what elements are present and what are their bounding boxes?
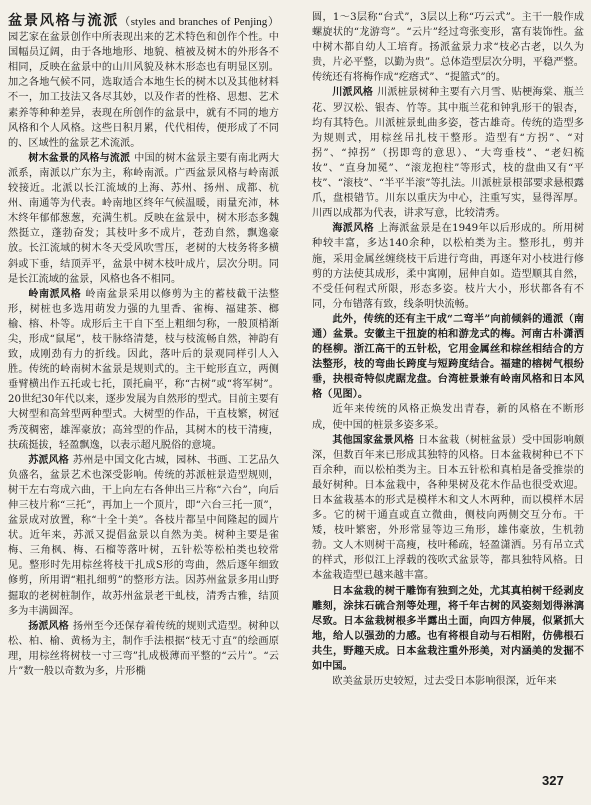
paragraph: [8, 287, 279, 453]
entry-title: 盆景风格与流派: [8, 13, 120, 29]
article-title-block: [8, 14, 279, 151]
paragraph: [312, 402, 584, 432]
paragraph: [8, 453, 279, 619]
paragraph: [312, 221, 584, 312]
section-heading: 岭南派风格: [28, 288, 82, 300]
paragraph-text: 上海派盆景是在1949年以后形成的。所用树种较丰富，多达140余种，以松柏类为主。整形扎，剪并施，采用金属丝缠绕枝干后进行弯曲，再逐年对小枝进行修剪的方法使其成形，柔中寓刚，屈伸自如。造型顺其自然，不受任何程式所限，形态多姿。枝片大小，形状都各有不同，分布错落有致，线条明快流畅。: [312, 223, 584, 310]
paragraph-text: 中国的树木盆景主要有南北两大派系，南派以广东为主，称岭南派。广西盆景风格与岭南派较接近。北派以长江流域的上海、苏州、扬州、成都、杭州、南通等为代表。岭南地区终年气候温暖，雨量充沛，林木终年郁郁葱葱，充满生机。反映在盆景中，树木形态多魏然挺立，蓬勃奋发；其枝叶多不成片，苍劲自然，飘逸豪放。长江流域的树木冬天受风吹雪压，老树的大枝务将多横斜或下垂，结顶弄平，盆景中树木枝叶成片，层次分明。同是长江流域的盆景，风格也各不相同。: [8, 152, 280, 285]
paragraph-text: 此外，传统的还有主干成“二弯半”向前倾斜的通派（南通）盆景。安徽主干扭旋的柏和游龙式的梅。河南古朴潇洒的柽柳。浙江高干的五针松，它用金属丝和棕丝相结合的方法整形，枝的弯曲长跨度与短跨度结合。福建的榕树气根纷垂，抉根奇特似虎踞龙盘。台湾桩景兼有岭南风格和日本风格（见图）。: [312, 312, 584, 401]
paragraph-text: 苏州是中国文化古城，园林、书画、工艺品久负盛名，盆景艺术也深受影响。传统的苏派桩景造型规则，树干左右弯成六曲，干上向左右各伸出三片称“六台”，向后伸三枝片称“三托”，再加上一个顶片，即“六台三托一顶”，盆景成对放置，称“十全十美”。各枝片都呈中间隆起的圆片状。近年来，苏派又提倡盆景以自然为美。树种主要是雀梅、三角枫、梅、石榴等落叶树，五针松等松柏类也较常见。整形时先用棕丝将枝干扎成S形的弯曲，然后逐年细致修剪，所用谓“粗扎细剪”的整形方法。因苏州盆景多用山野掘取的老树桩制作，故苏州盆景老干虬枝，清秀古雅，结顶多为丰满圆浑。: [8, 454, 280, 617]
paragraph: [312, 584, 584, 675]
section-heading: 其他国家盆景风格: [332, 434, 414, 446]
paragraph: [8, 151, 279, 287]
section-heading: 苏派风格: [28, 454, 69, 466]
paragraph-text: 近年来传统的风格正焕发出青春，新的风格在不断形成，使中国的桩景多姿多采。: [312, 404, 584, 431]
paragraph-text: 扬州至今还保存着传统的规则式造型。树种以松、柏、榆、黄杨为主，制作手法根据“枝无寸直”的绘画原理，用棕丝将树枝一寸三弯”扎成极薄而平整的“云片”。“云片”数一般以奇数为多，片形椭: [8, 620, 280, 678]
paragraph-text: 欧美盆景历史较短，过去受日本影响很深，近年来: [332, 676, 557, 688]
page-number: 327: [542, 773, 564, 788]
section-heading: 树木盆景的风格与流派: [28, 152, 131, 164]
paragraph: [312, 312, 584, 403]
paragraph: [312, 10, 584, 85]
section-heading: 扬派风格: [28, 620, 69, 632]
section-heading: 海派风格: [332, 223, 375, 235]
paragraph: [312, 85, 584, 221]
right-column: [312, 10, 584, 689]
paragraph-text: 川派桩景树种主要有六月雪、贴梗海棠、瓶兰花、罗汉松、银杏、竹等。其中瓶兰花和钟乳形干的银杏，均有其特色。川派桩景虬曲多姿，苍古雄奇。传统的造型多为规则式，用棕丝吊扎枝干整形。造型有“方拐”、“对拐”、“掉拐”（拐即弯的意思）、“大弯垂枝”、“老妇梳妆”、“直身加冕”、“滚龙抱柱”等形式，枝的盘曲又有“平枝”、“滚枝”、“半平半滚”等扎法。川派桩景根部要求悬根露爪，盘根错节。川东以重庆为中心，注重写实，显得浑厚。川西以成都为代表，讲求写意，比较清秀。: [312, 87, 584, 220]
paragraph: [8, 619, 279, 679]
section-heading: 川派风格: [332, 87, 374, 99]
paragraph: [312, 433, 584, 584]
paragraph-text: 日本盆栽（树桩盆景）受中国影响颇深，但数百年来已形成其独特的风格。日本盆栽树种已不下百余种，而以松柏类为主。日本五针松和真柏是备受推崇的最好树种。日本盆栽中，各种果树及花木作品也很受欢迎。日本盆栽基本的形式是模样木和文人木两种，而以模样木居多。它的树干通直或直立微曲，侧枝向两侧交互分布。干矮，枝叶繁密，外形常显等边三角形，雄伟豪放，生机勃勃。文人木则树干高瘦，枝叶稀疏，轻盈潇洒。另有吊立式的样式，形似江上浮载的筏吹式盆景等，都具独特风格。日本盆栽造型已越来越丰富。: [312, 434, 585, 582]
paragraph: [312, 674, 584, 689]
left-column: [8, 14, 279, 679]
entry-intro-text: 园艺家在盆景创作中所表现出来的艺术特色和创作个性。中国幅员辽阔，由于各地地形、地貌、植被及树木的外形各不相同，反映在盆景中的山川风貌及林木形态也有明显区别。加之各地气候不同，选取适合本地生长的树木以及其他材料不一，加工技法又各尽其妙，以及作者的性格、思想、艺术素养等种种差异，表现在所创作的盆景中，就有不同的地方风格和个人风格。这些日积月累，代代相传，便形成了不同的、区域性的盆景艺术流派。: [8, 32, 279, 149]
paragraph-text: 岭南盆景采用以修剪为主的蓄枝截干法整形，树桩也多选用萌发力强的九里香、雀梅、福建茶、榔榆、榕、朴等。成形后主干自下至上粗细匀称，一般顶梢渐尖，形成“鼠尾”，枝干脉络清楚，枝与枝流畅自然，神韵有致，成刚劲有力的折线。因此，落叶后的景观同样引人入胜。传统的岭南树木盆景是规则式的。主干蛇形直立，两侧垂臂横出作五托或七托，顶托扁平，称“古树”或“将军树”。20世纪30年代以来，逐步发展为自然形的型式。目前主要有大树型和高耸型两种型式。大树型的作品，干直枝繁，树冠秀茂稠密，雄浑豪放；高耸型的作品，其树木的枝干清瘦，扶疏挺拔，轻盈飘逸，以表示超凡脱俗的意境。: [8, 288, 280, 451]
paragraph-text: 圆，1～3层称“台式”，3层以上称“巧云式”。主干一般作成螺旋状的“龙游弯”。“云片”经过弯张变形，富有装饰性。盆中树木都自幼人工培育。扬派盆景力求“枝必古老，以久为贵，片必平整，以勤为贵”。总体造型层次分明，平稳严整。传统还有将梅作成“疙瘩式”、“提篮式”的。: [312, 12, 584, 84]
paragraph-text: 日本盆栽的树干雕饰有独到之处，尤其真柏树干经剥皮雕刻，涂抹石硫合剂等处理，将千年古树的风姿刻划得淋漓尽致。日本盆栽树根多半露出土面，向四方伸展，似紧抓大地，给人以强劲的力感。也有将根自动与石相附，仿佛根石共生，野趣天成。日本盆栽注重外形美，对内涵美的发掘不如中国。: [312, 584, 584, 673]
entry-title-english: （styles and branches of Penjing）: [119, 16, 279, 28]
